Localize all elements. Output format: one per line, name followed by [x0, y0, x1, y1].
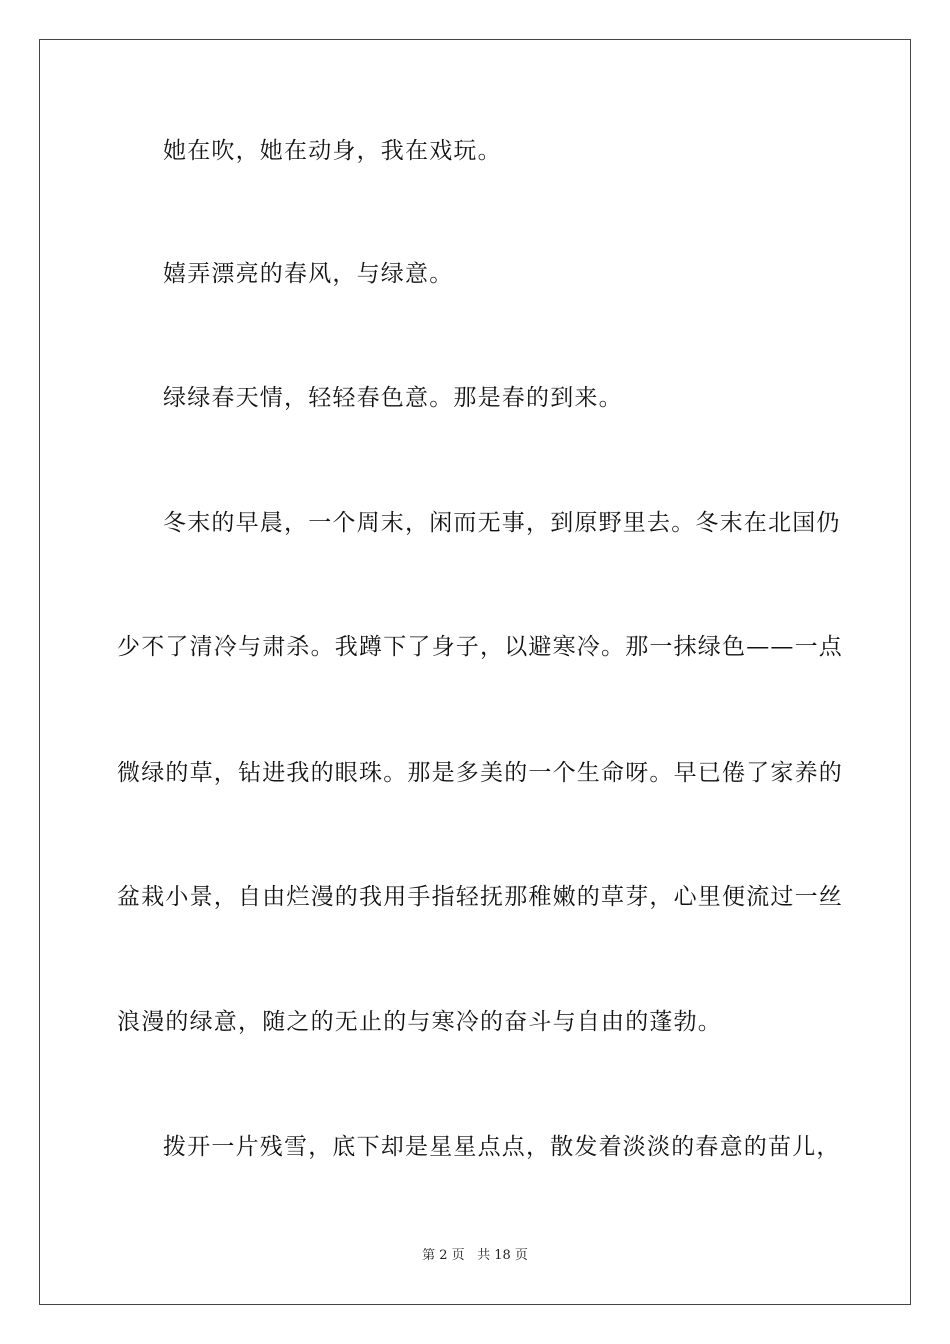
paragraph-line-3: 绿绿春天情，轻轻春色意。那是春的到来。 — [163, 385, 623, 411]
page-footer — [0, 1247, 950, 1265]
paragraph-line-8: 浪漫的绿意，随之的无止的与寒冷的奋斗与自由的蓬勃。 — [117, 1009, 722, 1035]
paragraph-line-9: 拨开一片残雪，底下却是星星点点，散发着淡淡的春意的苗儿， — [163, 1134, 841, 1160]
page-total: 共 18 页 — [477, 1248, 528, 1263]
paragraph-line-6: 微绿的草，钻进我的眼珠。那是多美的一个生命呀。早已倦了家养的 — [117, 760, 843, 786]
page-number: 第 2 页 — [422, 1248, 465, 1263]
paragraph-line-7: 盆栽小景，自由烂漫的我用手指轻抚那稚嫩的草芽，心里便流过一丝 — [117, 884, 843, 910]
paragraph-line-1: 她在吹，她在动身，我在戏玩。 — [163, 138, 502, 164]
page-frame — [39, 39, 911, 1305]
paragraph-line-4: 冬末的早晨，一个周末，闲而无事，到原野里去。冬末在北国仍 — [163, 510, 841, 536]
paragraph-line-2: 嬉弄漂亮的春风，与绿意。 — [163, 261, 454, 287]
paragraph-line-5: 少不了清冷与肃杀。我蹲下了身子，以避寒冷。那一抹绿色——一点 — [117, 634, 843, 660]
